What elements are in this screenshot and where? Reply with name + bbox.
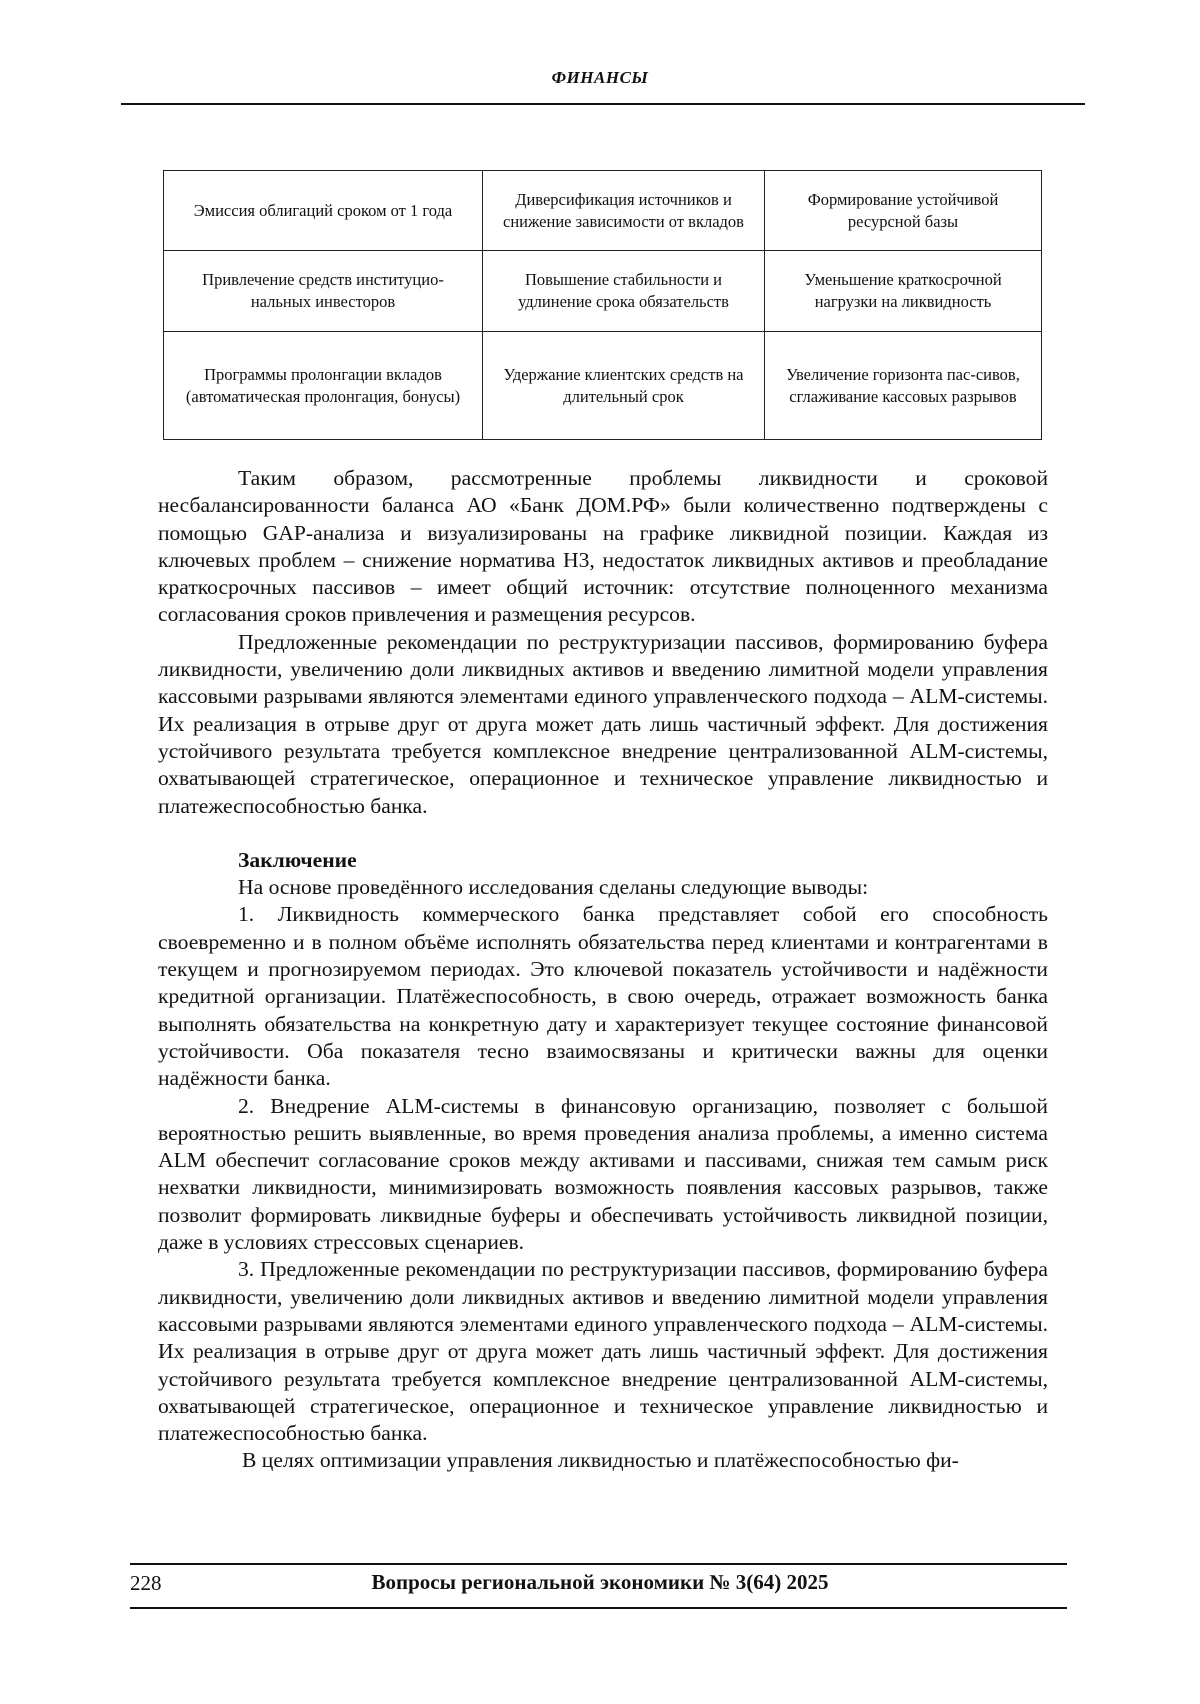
table-row (164, 251, 1042, 332)
conclusion-item-3: 3. Предложенные рекомендации по реструктуризации пассивов, формированию буфера ликвидности, увеличению доли ликвидных активов и введению лимитной модели управления кассовыми разрывами являются элементами единого управленческого подхода – ALM-системы. Их реализация в отрыве друг от друга может дать лишь частичный эффект. Для достижения устойчивого результата требуется комплексное внедрение централизованной ALM-системы, охватывающей стратегическое, операционное и техническое управление ликвидностью и платежеспособностью банка. (158, 1257, 1048, 1446)
paragraph-continued: В целях оптимизации управления ликвидностью и платёжеспособностью фи- (242, 1448, 959, 1473)
conclusion-item-2: 2. Внедрение ALM-системы в финансовую организацию, позволяет с большой вероятностью решить выявленные, во время проведения анализа проблемы, а именно система ALM обеспечит согласование сроков между активами и пассивами, снижая тем самым риск нехватки ликвидности, минимизировать возможность появления кассовых разрывов, также позволит формировать ликвидные буферы и обеспечивать устойчивость ликвидной позиции, даже в условиях стрессовых сценариев. (158, 1093, 1048, 1255)
header-rule (121, 103, 1085, 105)
conclusion-item-1: 1. Ликвидность коммерческого банка представляет собой его способность своевременно и в полном объёме исполнять обязательства перед клиентами и контрагентами в текущем и прогнозируемом периодах. Это ключевой показатель устойчивости и надёжности кредитной организации. Платёжеспособность, в свою очередь, отражает возможность банка выполнять обязательства на конкретную дату и характеризует текущее состояние финансовой устойчивости. Оба показателя тесно взаимосвязаны и критически важны для оценки надёжности банка. (158, 902, 1048, 1091)
footer-rule-top (130, 1563, 1067, 1565)
journal-title: Вопросы региональной экономики № 3(64) 2025 (371, 1570, 829, 1594)
paragraph-recommendations: Предложенные рекомендации по реструктуризации пассивов, формированию буфера ликвидности, увеличению доли ликвидных активов и введению лимитной модели управления кассовыми разрывами являются элементами единого управленческого подхода – ALM-системы. Их реализация в отрыве друг от друга может дать лишь частичный эффект. Для достижения устойчивого результата требуется комплексное внедрение централизованной ALM-системы, охватывающей стратегическое, операционное и техническое управление ликвидностью и платежеспособностью банка. (158, 629, 1048, 818)
table-cell: Формирование устойчивой ресурсной базы (765, 171, 1042, 251)
conclusion-heading: Заключение (238, 847, 357, 872)
table-cell: Привлечение средств институцио-нальных инвесторов (164, 251, 483, 332)
running-header: ФИНАНСЫ (551, 68, 649, 87)
table-cell: Уменьшение краткосрочной нагрузки на ликвидность (765, 251, 1042, 332)
table-cell: Диверсификация источников и снижение зависимости от вкладов (483, 171, 765, 251)
paragraph-summary: Таким образом, рассмотренные проблемы ликвидности и сроковой несбалансированности баланса АО «Банк ДОМ.РФ» были количественно подтверждены с помощью GAP-анализа и визуализированы на графике ликвидной позиции. Каждая из ключевых проблем – снижение норматива Н3, недостаток ликвидных активов и преобладание краткосрочных пассивов – имеет общий источник: отсутствие полноценного механизма согласования сроков привлечения и размещения ресурсов. (158, 466, 1048, 627)
table-row (164, 171, 1042, 251)
page-number: 228 (130, 1571, 162, 1595)
table-cell: Повышение стабильности и удлинение срока обязательств (483, 251, 765, 332)
table-cell: Программы пролонгации вкладов (автоматическая пролонгация, бонусы) (164, 332, 483, 440)
table-row (164, 332, 1042, 440)
table-cell: Увеличение горизонта пас-сивов, сглаживание кассовых разрывов (765, 332, 1042, 440)
table-cell: Удержание клиентских средств на длительный срок (483, 332, 765, 440)
spacer (158, 820, 1048, 847)
article-body (158, 465, 1048, 1475)
table-cell: Эмиссия облигаций сроком от 1 года (164, 171, 483, 251)
footer-rule-bottom (130, 1607, 1067, 1609)
measures-table (163, 170, 1042, 440)
conclusion-intro: На основе проведённого исследования сделаны следующие выводы: (238, 875, 869, 900)
